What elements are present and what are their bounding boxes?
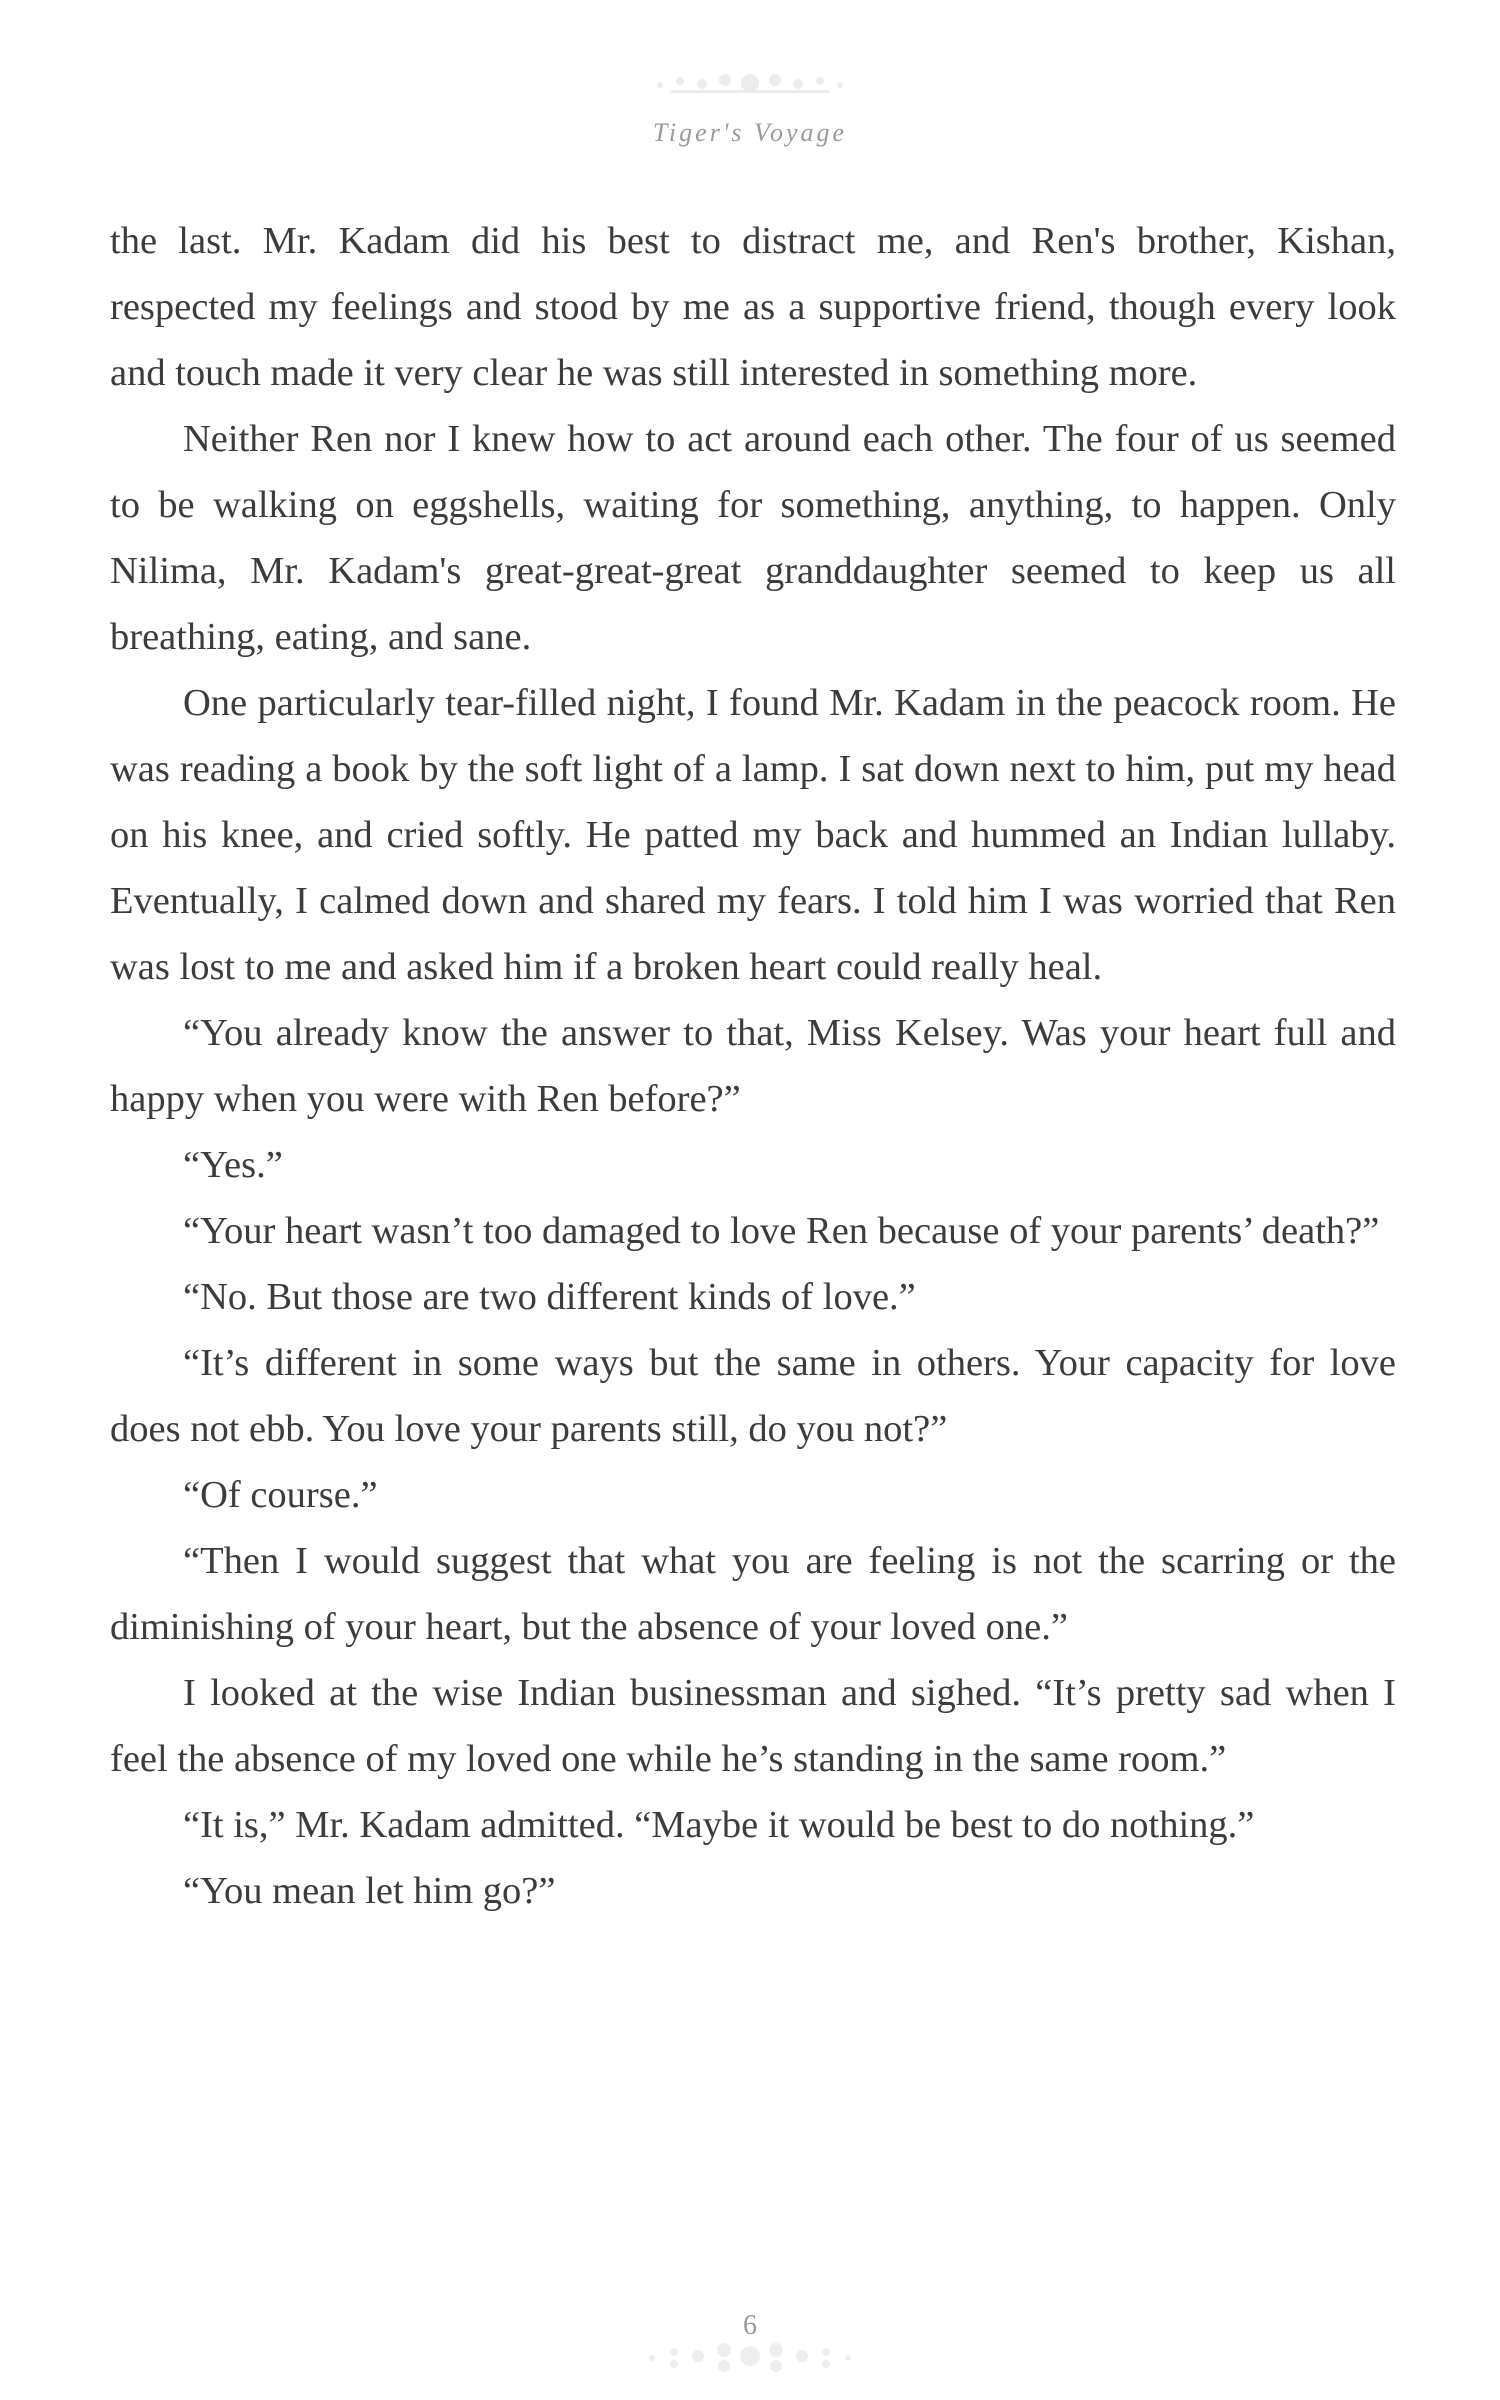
paragraph: the last. Mr. Kadam did his best to distract me, and Ren's brother, Kishan, respected my feelings and stood by me as a supportive friend, though every look and touch made it very clear he was still interested in something more. [110, 220, 1396, 394]
bottom-ornament-icon [620, 2328, 880, 2384]
paragraph: Neither Ren nor I knew how to act around each other. The four of us seemed to be walking on eggshells, waiting for something, anything, to happen. Only Nilima, Mr. Kadam's great-great-great granddaughter seemed to keep us all breathing, eating, and sane. [110, 418, 1396, 658]
paragraph: “No. But those are two different kinds of love.” [183, 1276, 916, 1318]
paragraph: “Of course.” [183, 1474, 378, 1516]
paragraph: “Yes.” [183, 1144, 283, 1186]
running-head: Tiger's Voyage [652, 118, 848, 147]
paragraph: “You already know the answer to that, Miss Kelsey. Was your heart full and happy when you were with Ren before?” [110, 1012, 1396, 1120]
top-ornament-icon [630, 60, 870, 106]
paragraph: “You mean let him go?” [183, 1870, 556, 1912]
paragraph: “Then I would suggest that what you are feeling is not the scarring or the diminishing of your heart, but the absence of your loved one.” [110, 1540, 1396, 1648]
page-number: 6 [743, 2310, 757, 2341]
paragraph: “It is,” Mr. Kadam admitted. “Maybe it would be best to do nothing.” [183, 1804, 1255, 1846]
body-text [110, 208, 1396, 1924]
paragraph: “Your heart wasn’t too damaged to love Ren because of your parents’ death?” [183, 1210, 1380, 1252]
paragraph: I looked at the wise Indian businessman and sighed. “It’s pretty sad when I feel the absence of my loved one while he’s standing in the same room.” [110, 1672, 1396, 1780]
paragraph: “It’s different in some ways but the same in others. Your capacity for love does not ebb. You love your parents still, do you not?” [110, 1342, 1396, 1450]
paragraph: One particularly tear-filled night, I found Mr. Kadam in the peacock room. He was reading a book by the soft light of a lamp. I sat down next to him, put my head on his knee, and cried softly. He patted my back and hummed an Indian lullaby. Eventually, I calmed down and shared my fears. I told him I was worried that Ren was lost to me and asked him if a broken heart could really heal. [110, 682, 1396, 988]
